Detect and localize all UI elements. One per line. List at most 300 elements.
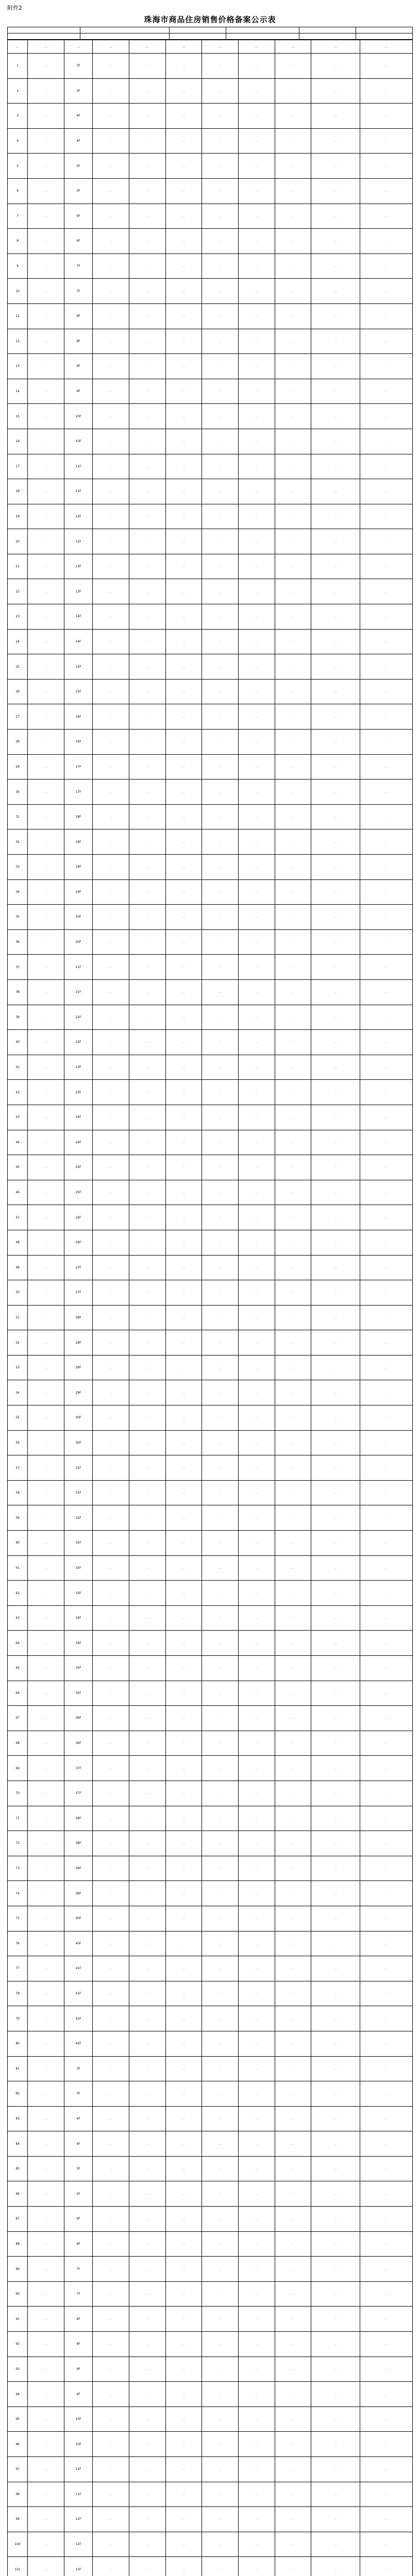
table-row bbox=[8, 1055, 413, 1080]
table-cell: … bbox=[202, 379, 239, 404]
table-cell: … bbox=[275, 1255, 311, 1280]
table-cell: … bbox=[129, 1330, 165, 1355]
table-cell: … bbox=[129, 1831, 165, 1856]
table-cell: … bbox=[202, 78, 239, 104]
table-cell: … bbox=[93, 1405, 129, 1431]
table-cell: … bbox=[93, 829, 129, 855]
building-cell: … bbox=[28, 730, 64, 755]
table-cell: … bbox=[238, 554, 275, 579]
table-cell: … bbox=[93, 1906, 129, 1931]
table-cell: … bbox=[311, 1656, 360, 1681]
table-cell: … bbox=[129, 679, 165, 704]
table-cell: … bbox=[165, 2281, 202, 2307]
table-cell: … bbox=[129, 955, 165, 980]
table-cell: … bbox=[93, 504, 129, 529]
table-cell: … bbox=[93, 2031, 129, 2056]
table-cell: … bbox=[311, 2281, 360, 2307]
row-number-cell: 90 bbox=[8, 2281, 28, 2307]
table-cell: … bbox=[275, 1480, 311, 1505]
table-cell: … bbox=[238, 1931, 275, 1956]
table-cell: … bbox=[360, 1681, 412, 1706]
table-cell: … bbox=[93, 1531, 129, 1556]
table-row bbox=[8, 1555, 413, 1581]
row-number-cell: 88 bbox=[8, 2231, 28, 2257]
table-cell: … bbox=[165, 2557, 202, 2576]
table-cell: … bbox=[238, 2081, 275, 2107]
row-number-cell: 25 bbox=[8, 654, 28, 680]
table-cell: … bbox=[275, 2432, 311, 2457]
row-number-cell: 4 bbox=[8, 128, 28, 154]
table-cell: … bbox=[360, 2281, 412, 2307]
table-cell: … bbox=[93, 2406, 129, 2432]
row-number-cell: 40 bbox=[8, 1030, 28, 1055]
table-cell: … bbox=[93, 1080, 129, 1105]
table-cell: … bbox=[129, 1555, 165, 1581]
table-cell: … bbox=[129, 1205, 165, 1230]
table-cell: … bbox=[238, 2031, 275, 2056]
table-row bbox=[8, 2056, 413, 2081]
table-cell: … bbox=[238, 1130, 275, 1155]
table-cell: … bbox=[202, 2406, 239, 2432]
table-cell: … bbox=[360, 154, 412, 179]
row-number-cell: 6 bbox=[8, 178, 28, 204]
table-cell: … bbox=[238, 454, 275, 479]
table-cell: … bbox=[202, 2181, 239, 2207]
table-cell: … bbox=[93, 1230, 129, 1255]
row-number-cell: 23 bbox=[8, 604, 28, 630]
table-cell: … bbox=[129, 1255, 165, 1280]
table-cell: … bbox=[311, 1856, 360, 1881]
row-number-cell: 78 bbox=[8, 1981, 28, 2006]
table-row bbox=[8, 754, 413, 779]
table-cell: … bbox=[202, 2507, 239, 2532]
table-cell: … bbox=[275, 1055, 311, 1080]
table-cell: … bbox=[165, 229, 202, 254]
row-number-cell: 42 bbox=[8, 1080, 28, 1105]
table-row bbox=[8, 629, 413, 654]
table-cell: … bbox=[165, 1205, 202, 1230]
table-cell: … bbox=[360, 1080, 412, 1105]
table-cell: … bbox=[93, 730, 129, 755]
table-cell: … bbox=[202, 2006, 239, 2031]
table-cell: … bbox=[275, 1605, 311, 1631]
building-cell: … bbox=[28, 2357, 64, 2382]
table-cell: … bbox=[360, 2031, 412, 2056]
table-row bbox=[8, 1981, 413, 2006]
table-cell: … bbox=[360, 2382, 412, 2407]
table-row bbox=[8, 1706, 413, 1731]
table-cell: … bbox=[360, 1731, 412, 1756]
table-cell: … bbox=[202, 2257, 239, 2282]
table-cell: … bbox=[311, 1956, 360, 1981]
table-row bbox=[8, 2457, 413, 2482]
table-cell: … bbox=[202, 1055, 239, 1080]
floor-cell: 12F bbox=[64, 529, 93, 554]
row-number-cell: 61 bbox=[8, 1555, 28, 1581]
table-cell: … bbox=[93, 1480, 129, 1505]
table-cell: … bbox=[202, 1555, 239, 1581]
table-cell: … bbox=[165, 1330, 202, 1355]
floor-cell: 29F bbox=[64, 1355, 93, 1380]
table-cell: … bbox=[238, 879, 275, 905]
floor-cell: 25F bbox=[64, 1155, 93, 1180]
table-cell: … bbox=[129, 504, 165, 529]
table-cell: … bbox=[165, 1856, 202, 1881]
floor-cell: 7F bbox=[64, 2257, 93, 2282]
table-cell: … bbox=[311, 2006, 360, 2031]
table-cell: … bbox=[202, 979, 239, 1005]
floor-cell: 11F bbox=[64, 479, 93, 504]
table-cell: … bbox=[202, 229, 239, 254]
table-row bbox=[8, 379, 413, 404]
table-cell: … bbox=[311, 178, 360, 204]
row-number-cell: 17 bbox=[8, 454, 28, 479]
floor-cell: 31F bbox=[64, 1480, 93, 1505]
table-cell: … bbox=[129, 253, 165, 279]
table-cell: … bbox=[202, 2281, 239, 2307]
building-cell: … bbox=[28, 1055, 64, 1080]
table-row bbox=[8, 1605, 413, 1631]
building-cell: … bbox=[28, 2457, 64, 2482]
table-cell: … bbox=[165, 1230, 202, 1255]
row-number-cell: 70 bbox=[8, 1781, 28, 1806]
row-number-cell: 37 bbox=[8, 955, 28, 980]
floor-cell: 8F bbox=[64, 329, 93, 354]
table-cell: … bbox=[165, 2006, 202, 2031]
table-cell: … bbox=[165, 579, 202, 604]
table-cell: … bbox=[93, 979, 129, 1005]
building-cell: … bbox=[28, 1330, 64, 1355]
project-info-cell: … bbox=[170, 33, 226, 40]
building-cell: … bbox=[28, 905, 64, 930]
floor-cell: 27F bbox=[64, 1280, 93, 1306]
table-cell: … bbox=[275, 804, 311, 829]
table-cell: … bbox=[202, 1105, 239, 1130]
table-cell: … bbox=[311, 1305, 360, 1330]
table-cell: … bbox=[275, 279, 311, 304]
table-row bbox=[8, 1430, 413, 1455]
table-cell: … bbox=[165, 329, 202, 354]
table-cell: … bbox=[129, 829, 165, 855]
table-cell: … bbox=[165, 2307, 202, 2332]
table-cell: … bbox=[275, 2056, 311, 2081]
table-cell: … bbox=[129, 979, 165, 1005]
row-number-cell: 89 bbox=[8, 2257, 28, 2282]
building-cell: … bbox=[28, 1505, 64, 1531]
table-row bbox=[8, 253, 413, 279]
table-row bbox=[8, 1856, 413, 1881]
table-cell: … bbox=[360, 229, 412, 254]
table-cell: … bbox=[93, 1305, 129, 1330]
row-number-cell: 65 bbox=[8, 1656, 28, 1681]
table-row bbox=[8, 2532, 413, 2557]
column-header: … bbox=[202, 40, 239, 54]
table-cell: … bbox=[93, 1881, 129, 1906]
table-cell: … bbox=[165, 1531, 202, 1556]
table-cell: … bbox=[165, 104, 202, 129]
table-cell: … bbox=[275, 379, 311, 404]
table-cell: … bbox=[202, 504, 239, 529]
table-cell: … bbox=[275, 1030, 311, 1055]
table-cell: … bbox=[202, 2457, 239, 2482]
table-cell: … bbox=[275, 754, 311, 779]
table-cell: … bbox=[311, 879, 360, 905]
table-cell: … bbox=[93, 529, 129, 554]
table-cell: … bbox=[238, 905, 275, 930]
table-cell: … bbox=[202, 2382, 239, 2407]
table-body bbox=[8, 54, 413, 2576]
table-cell: … bbox=[129, 1005, 165, 1030]
table-cell: … bbox=[165, 1105, 202, 1130]
building-cell: … bbox=[28, 2156, 64, 2181]
table-cell: … bbox=[238, 2131, 275, 2157]
table-cell: … bbox=[202, 1956, 239, 1981]
table-cell: … bbox=[311, 1280, 360, 1306]
row-number-cell: 49 bbox=[8, 1255, 28, 1280]
floor-cell: 7F bbox=[64, 253, 93, 279]
table-cell: … bbox=[275, 2382, 311, 2407]
table-cell: … bbox=[129, 1706, 165, 1731]
table-cell: … bbox=[129, 78, 165, 104]
table-cell: … bbox=[165, 2031, 202, 2056]
table-cell: … bbox=[202, 654, 239, 680]
table-cell: … bbox=[129, 154, 165, 179]
table-cell: … bbox=[275, 1405, 311, 1431]
table-cell: … bbox=[202, 1731, 239, 1756]
table-cell: … bbox=[129, 1505, 165, 1531]
table-cell: … bbox=[129, 2056, 165, 2081]
table-cell: … bbox=[202, 2056, 239, 2081]
table-cell: … bbox=[165, 905, 202, 930]
table-cell: … bbox=[238, 529, 275, 554]
row-number-cell: 79 bbox=[8, 2006, 28, 2031]
table-cell: … bbox=[275, 2207, 311, 2232]
floor-cell: 36F bbox=[64, 1706, 93, 1731]
table-cell: … bbox=[93, 1756, 129, 1781]
table-cell: … bbox=[275, 654, 311, 680]
table-cell: … bbox=[275, 1681, 311, 1706]
table-row bbox=[8, 2382, 413, 2407]
table-row bbox=[8, 704, 413, 730]
building-cell: … bbox=[28, 229, 64, 254]
floor-cell: 41F bbox=[64, 1981, 93, 2006]
table-cell: … bbox=[238, 1080, 275, 1105]
table-cell: … bbox=[93, 1330, 129, 1355]
table-cell: … bbox=[129, 329, 165, 354]
project-info-cell: … bbox=[356, 33, 412, 40]
row-number-cell: 82 bbox=[8, 2081, 28, 2107]
table-cell: … bbox=[202, 1681, 239, 1706]
building-cell: … bbox=[28, 554, 64, 579]
table-cell: … bbox=[238, 1030, 275, 1055]
floor-cell: 35F bbox=[64, 1681, 93, 1706]
table-cell: … bbox=[360, 1055, 412, 1080]
table-cell: … bbox=[202, 303, 239, 329]
table-cell: … bbox=[238, 1781, 275, 1806]
building-cell: … bbox=[28, 879, 64, 905]
floor-cell: 25F bbox=[64, 1180, 93, 1205]
table-cell: … bbox=[202, 1455, 239, 1481]
floor-cell: 19F bbox=[64, 855, 93, 880]
table-cell: … bbox=[275, 979, 311, 1005]
price-table bbox=[7, 40, 413, 2576]
floor-cell: 21F bbox=[64, 955, 93, 980]
table-cell: … bbox=[202, 154, 239, 179]
table-cell: … bbox=[275, 1706, 311, 1731]
table-cell: … bbox=[202, 454, 239, 479]
floor-cell: 3F bbox=[64, 2056, 93, 2081]
table-cell: … bbox=[165, 1005, 202, 1030]
floor-cell: 11F bbox=[64, 454, 93, 479]
table-cell: … bbox=[311, 504, 360, 529]
table-cell: … bbox=[129, 2131, 165, 2157]
table-cell: … bbox=[129, 1080, 165, 1105]
project-info-cell: … bbox=[170, 27, 226, 33]
table-cell: … bbox=[311, 2231, 360, 2257]
table-cell: … bbox=[165, 1080, 202, 1105]
row-number-cell: 51 bbox=[8, 1305, 28, 1330]
table-cell: … bbox=[165, 1731, 202, 1756]
table-row bbox=[8, 879, 413, 905]
building-cell: … bbox=[28, 679, 64, 704]
table-cell: … bbox=[165, 1631, 202, 1656]
table-cell: … bbox=[165, 1430, 202, 1455]
table-cell: … bbox=[311, 429, 360, 454]
row-number-cell: 44 bbox=[8, 1130, 28, 1155]
table-cell: … bbox=[129, 429, 165, 454]
row-number-cell: 69 bbox=[8, 1756, 28, 1781]
table-cell: … bbox=[129, 1731, 165, 1756]
table-cell: … bbox=[238, 2106, 275, 2131]
table-cell: … bbox=[275, 2457, 311, 2482]
table-cell: … bbox=[202, 1581, 239, 1606]
table-cell: … bbox=[202, 1856, 239, 1881]
table-cell: … bbox=[238, 1430, 275, 1455]
row-number-cell: 63 bbox=[8, 1605, 28, 1631]
table-cell: … bbox=[93, 804, 129, 829]
row-number-cell: 84 bbox=[8, 2131, 28, 2157]
table-cell: … bbox=[165, 354, 202, 379]
building-cell: … bbox=[28, 2207, 64, 2232]
table-cell: … bbox=[238, 1230, 275, 1255]
table-cell: … bbox=[93, 1155, 129, 1180]
table-cell: … bbox=[275, 2181, 311, 2207]
building-cell: … bbox=[28, 804, 64, 829]
table-cell: … bbox=[238, 979, 275, 1005]
table-cell: … bbox=[93, 1581, 129, 1606]
table-cell: … bbox=[311, 354, 360, 379]
table-row bbox=[8, 2131, 413, 2157]
building-cell: … bbox=[28, 1405, 64, 1431]
table-cell: … bbox=[202, 2332, 239, 2357]
row-number-cell: 21 bbox=[8, 554, 28, 579]
table-row bbox=[8, 279, 413, 304]
table-cell: … bbox=[93, 1856, 129, 1881]
table-cell: … bbox=[238, 1631, 275, 1656]
floor-cell: 8F bbox=[64, 303, 93, 329]
table-cell: … bbox=[275, 879, 311, 905]
table-cell: … bbox=[202, 1430, 239, 1455]
table-cell: … bbox=[238, 1405, 275, 1431]
table-cell: … bbox=[275, 855, 311, 880]
table-cell: … bbox=[129, 529, 165, 554]
table-cell: … bbox=[202, 1781, 239, 1806]
table-row bbox=[8, 1531, 413, 1556]
building-cell: … bbox=[28, 2332, 64, 2357]
table-cell: … bbox=[202, 1881, 239, 1906]
floor-cell: 22F bbox=[64, 1005, 93, 1030]
table-row bbox=[8, 2482, 413, 2507]
table-cell: … bbox=[275, 2131, 311, 2157]
table-cell: … bbox=[311, 604, 360, 630]
row-number-cell: 7 bbox=[8, 204, 28, 229]
table-cell: … bbox=[93, 204, 129, 229]
table-cell: … bbox=[360, 1205, 412, 1230]
table-cell: … bbox=[93, 1005, 129, 1030]
table-cell: … bbox=[238, 1455, 275, 1481]
table-cell: … bbox=[129, 1155, 165, 1180]
table-cell: … bbox=[311, 2131, 360, 2157]
table-cell: … bbox=[360, 1455, 412, 1481]
table-cell: … bbox=[202, 679, 239, 704]
table-cell: … bbox=[93, 654, 129, 680]
table-cell: … bbox=[311, 1555, 360, 1581]
table-cell: … bbox=[165, 253, 202, 279]
table-cell: … bbox=[202, 1080, 239, 1105]
table-cell: … bbox=[238, 654, 275, 680]
table-cell: … bbox=[129, 929, 165, 955]
table-cell: … bbox=[165, 128, 202, 154]
building-cell: … bbox=[28, 2231, 64, 2257]
table-cell: … bbox=[360, 1605, 412, 1631]
table-cell: … bbox=[93, 879, 129, 905]
table-cell: … bbox=[360, 929, 412, 955]
table-cell: … bbox=[311, 1631, 360, 1656]
row-number-cell: 57 bbox=[8, 1455, 28, 1481]
table-cell: … bbox=[275, 429, 311, 454]
table-cell: … bbox=[129, 1105, 165, 1130]
table-cell: … bbox=[311, 1355, 360, 1380]
table-cell: … bbox=[275, 2532, 311, 2557]
table-cell: … bbox=[275, 529, 311, 554]
table-cell: … bbox=[129, 1355, 165, 1380]
row-number-cell: 66 bbox=[8, 1681, 28, 1706]
table-cell: … bbox=[311, 2156, 360, 2181]
table-cell: … bbox=[311, 1030, 360, 1055]
building-cell: … bbox=[28, 429, 64, 454]
table-cell: … bbox=[129, 2257, 165, 2282]
building-cell: … bbox=[28, 1030, 64, 1055]
table-cell: … bbox=[360, 1531, 412, 1556]
table-cell: … bbox=[311, 2507, 360, 2532]
table-cell: … bbox=[165, 1305, 202, 1330]
table-cell: … bbox=[93, 779, 129, 805]
table-cell: … bbox=[238, 730, 275, 755]
table-cell: … bbox=[360, 2332, 412, 2357]
table-cell: … bbox=[129, 2156, 165, 2181]
table-cell: … bbox=[165, 504, 202, 529]
table-cell: … bbox=[275, 2406, 311, 2432]
table-cell: … bbox=[165, 1881, 202, 1906]
table-cell: … bbox=[202, 2207, 239, 2232]
table-cell: … bbox=[275, 1230, 311, 1255]
table-cell: … bbox=[93, 2507, 129, 2532]
row-number-cell: 98 bbox=[8, 2482, 28, 2507]
table-cell: … bbox=[165, 2106, 202, 2131]
building-cell: … bbox=[28, 178, 64, 204]
table-cell: … bbox=[238, 229, 275, 254]
table-cell: … bbox=[129, 2507, 165, 2532]
